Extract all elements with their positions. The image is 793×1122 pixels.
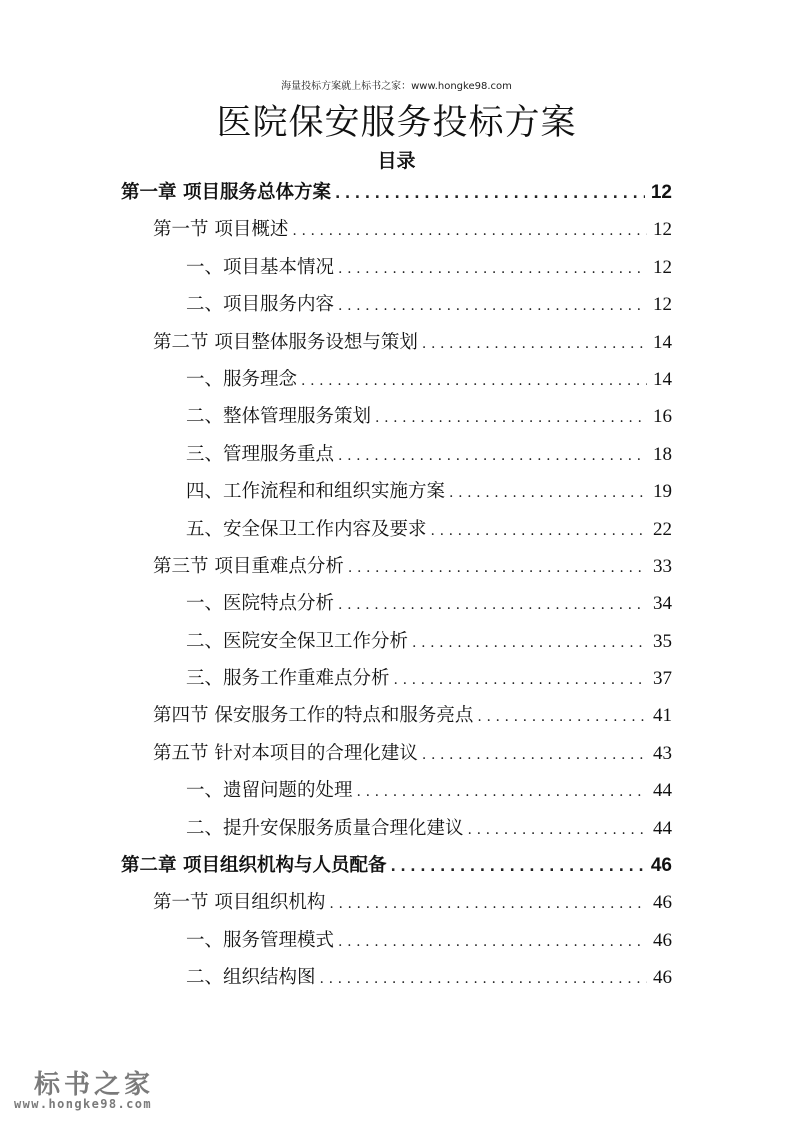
toc-entry-page-number: 33 [653, 555, 672, 577]
toc-dot-leader [375, 400, 647, 437]
toc-dot-leader [292, 213, 647, 250]
toc-entry[interactable] [0, 922, 793, 959]
toc-entry-page-number: 12 [653, 219, 672, 241]
toc-entry-label: 三、管理服务重点 [186, 443, 335, 465]
toc-dot-leader [357, 774, 647, 811]
toc-entry-label: 第三节 项目重难点分析 [153, 555, 344, 577]
toc-entry-page-number: 43 [653, 742, 672, 764]
toc-dot-leader [335, 176, 645, 213]
toc-entry-label: 一、服务理念 [186, 368, 298, 390]
toc-dot-leader [449, 475, 647, 512]
toc-entry[interactable] [0, 211, 793, 248]
toc-dot-leader [422, 326, 647, 363]
toc-dot-leader [320, 961, 647, 998]
toc-entry-label: 二、整体管理服务策划 [186, 406, 372, 428]
toc-entry-page-number: 12 [653, 256, 672, 278]
toc-entry[interactable] [0, 174, 793, 211]
toc-entry-label: 第一章 项目服务总体方案 [121, 182, 331, 203]
toc-entry-page-number: 22 [653, 518, 672, 540]
toc-entry[interactable] [0, 697, 793, 734]
toc-entry-label: 第四节 保安服务工作的特点和服务亮点 [153, 705, 474, 727]
toc-entry[interactable] [0, 810, 793, 847]
toc-dot-leader [338, 251, 647, 288]
toc-dot-leader [477, 699, 647, 736]
toc-dot-leader [338, 288, 647, 325]
toc-dot-leader [348, 550, 647, 587]
toc-entry-page-number: 44 [653, 817, 672, 839]
toc-entry-page-number: 16 [653, 406, 672, 428]
toc-heading: 目录 [377, 150, 416, 172]
toc-entry[interactable] [0, 436, 793, 473]
toc-entry-label: 第一节 项目概述 [153, 219, 289, 241]
toc-dot-leader [412, 625, 647, 662]
toc-dot-leader [338, 587, 647, 624]
toc-entry-page-number: 44 [653, 780, 672, 802]
toc-entry-page-number: 12 [653, 294, 672, 316]
toc-entry[interactable] [0, 847, 793, 884]
toc-entry-page-number: 18 [653, 443, 672, 465]
toc-entry[interactable] [0, 398, 793, 435]
toc-entry[interactable] [0, 585, 793, 622]
toc-entry-page-number: 46 [650, 855, 672, 877]
toc-dot-leader [338, 924, 647, 961]
toc-entry[interactable] [0, 884, 793, 921]
toc-entry[interactable] [0, 772, 793, 809]
watermark-url: www.hongke98.com [14, 1097, 152, 1111]
toc-entry[interactable] [0, 511, 793, 548]
watermark-logo: 标书之家 [34, 1070, 155, 1100]
toc-entry-label: 二、提升安保服务质量合理化建议 [186, 817, 464, 839]
toc-entry-label: 第二章 项目组织机构与人员配备 [121, 855, 387, 877]
toc-entry-label: 二、项目服务内容 [186, 294, 335, 316]
toc-entry[interactable] [0, 361, 793, 398]
toc-entry-page-number: 46 [653, 929, 672, 951]
toc-entry-label: 第五节 针对本项目的合理化建议 [153, 742, 418, 764]
toc-entry[interactable] [0, 473, 793, 510]
toc-entry[interactable] [0, 249, 793, 286]
toc-entry[interactable] [0, 623, 793, 660]
toc-entry-label: 一、项目基本情况 [186, 256, 335, 278]
toc-entry-label: 二、医院安全保卫工作分析 [186, 630, 409, 652]
toc-entry[interactable] [0, 324, 793, 361]
toc-entry-page-number: 14 [653, 331, 672, 353]
toc-entry-label: 五、安全保卫工作内容及要求 [186, 518, 427, 540]
toc-entry-page-number: 14 [653, 368, 672, 390]
toc-dot-leader [301, 363, 647, 400]
toc-entry-page-number: 12 [650, 182, 672, 203]
toc-entry-label: 四、工作流程和和组织实施方案 [186, 481, 446, 503]
toc-entry-label: 一、医院特点分析 [186, 593, 335, 615]
toc-entry[interactable] [0, 660, 793, 697]
toc-entry[interactable] [0, 286, 793, 323]
toc-entry-page-number: 46 [653, 967, 672, 989]
toc-dot-leader [394, 662, 647, 699]
toc-entry-label: 一、遗留问题的处理 [186, 780, 353, 802]
toc-entry[interactable] [0, 959, 793, 996]
toc-entry[interactable] [0, 735, 793, 772]
toc-dot-leader [329, 886, 647, 923]
toc-entry-label: 一、服务管理模式 [186, 929, 335, 951]
table-of-contents [0, 174, 793, 997]
toc-entry-page-number: 19 [653, 481, 672, 503]
toc-entry-page-number: 41 [653, 705, 672, 727]
toc-dot-leader [431, 513, 647, 550]
header-note: 海量投标方案就上标书之家：www.hongke98.com [281, 81, 512, 92]
toc-entry-label: 第一节 项目组织机构 [153, 892, 326, 914]
toc-entry-page-number: 34 [653, 593, 672, 615]
document-title: 医院保安服务投标方案 [216, 103, 577, 143]
toc-dot-leader [390, 849, 644, 886]
toc-dot-leader [422, 737, 647, 774]
toc-entry-page-number: 46 [653, 892, 672, 914]
toc-dot-leader [338, 438, 647, 475]
toc-entry-page-number: 35 [653, 630, 672, 652]
toc-dot-leader [468, 812, 647, 849]
toc-entry-label: 二、组织结构图 [186, 967, 316, 989]
toc-entry[interactable] [0, 548, 793, 585]
toc-entry-label: 三、服务工作重难点分析 [186, 668, 390, 690]
toc-entry-label: 第二节 项目整体服务设想与策划 [153, 331, 418, 353]
toc-entry-page-number: 37 [653, 668, 672, 690]
